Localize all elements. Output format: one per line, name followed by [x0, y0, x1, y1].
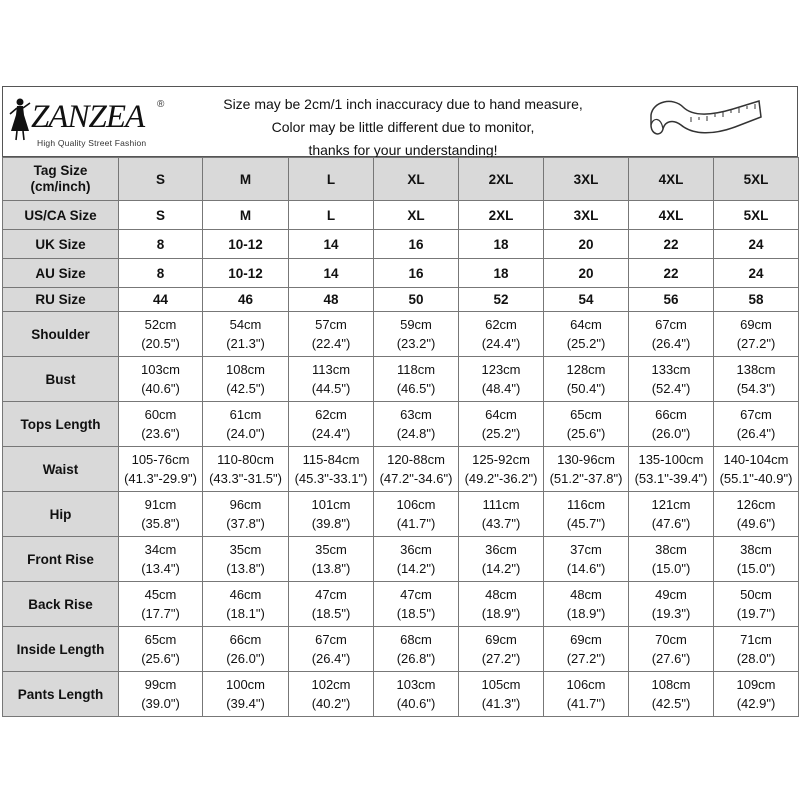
measurement-cm: 65cm — [570, 407, 602, 422]
measurement-cm: 57cm — [315, 317, 347, 332]
measurement-cell — [629, 402, 714, 447]
measurement-inch: (39.0") — [141, 696, 180, 711]
measurement-inch: (26.0") — [651, 426, 691, 441]
measurement-cm: 64cm — [570, 317, 602, 332]
measurement-inch: (37.8") — [226, 516, 265, 531]
measurement-cell — [374, 582, 459, 627]
measurement-cm: 106cm — [396, 497, 436, 512]
measurement-inch: (28.0") — [736, 651, 776, 666]
measurement-inch: (45.3"-33.1") — [294, 471, 368, 486]
table-row — [3, 627, 799, 672]
measurement-cell — [289, 582, 374, 627]
measurement-cm: 36cm — [485, 542, 517, 557]
measurement-cell — [629, 537, 714, 582]
measurement-inch: (13.4") — [141, 561, 180, 576]
size-cell: L — [289, 201, 374, 230]
row-label: AU Size — [3, 259, 119, 288]
measurement-cell — [289, 627, 374, 672]
row-label: Inside Length — [3, 627, 119, 672]
measurement-cm: 61cm — [229, 407, 262, 422]
measurement-inch: (39.8") — [311, 516, 351, 531]
measurement-cm: 69cm — [740, 317, 772, 332]
measurement-cell — [374, 492, 459, 537]
measurement-cm: 35cm — [315, 542, 347, 557]
table-row — [3, 402, 799, 447]
size-cell: 3XL — [544, 201, 629, 230]
measurement-cell — [544, 357, 629, 402]
measurement-cm: 67cm — [315, 632, 347, 647]
brand-name: ZANZEA — [31, 99, 145, 135]
size-cell: XL — [374, 201, 459, 230]
measurement-cell — [119, 582, 203, 627]
tag-size-cell: L — [289, 158, 374, 201]
measurement-inch: (40.2") — [311, 696, 351, 711]
measurement-inch: (24.0") — [226, 426, 265, 441]
measurement-cell — [544, 672, 629, 717]
measurement-inch: (35.8") — [141, 516, 180, 531]
woman-figure-icon — [7, 97, 33, 141]
size-cell: 8 — [119, 259, 203, 288]
measurement-inch: (47.2"-34.6") — [379, 471, 453, 486]
size-chart-header — [2, 86, 798, 157]
measurement-cm: 50cm — [740, 587, 772, 602]
measurement-cell — [544, 537, 629, 582]
measurement-inch: (27.2") — [566, 651, 606, 666]
measurement-cell — [629, 627, 714, 672]
measurement-cm: 48cm — [485, 587, 517, 602]
size-cell: 14 — [289, 230, 374, 259]
size-cell: 52 — [459, 288, 544, 312]
measurement-cm: 47cm — [315, 587, 347, 602]
measurement-cell — [203, 672, 289, 717]
measurement-cm: 34cm — [144, 542, 177, 557]
measurement-cell — [203, 312, 289, 357]
measurement-cm: 60cm — [144, 407, 177, 422]
measurement-cm: 102cm — [311, 677, 351, 692]
measurement-inch: (25.2") — [481, 426, 521, 441]
measurement-cell — [119, 312, 203, 357]
tag-size-label: Tag Size — [33, 163, 88, 178]
measurement-cell — [119, 402, 203, 447]
measurement-inch: (47.6") — [651, 516, 691, 531]
measurement-inch: (25.2") — [566, 336, 606, 351]
measuring-tape-icon — [643, 95, 763, 150]
size-cell: 5XL — [714, 201, 799, 230]
measurement-inch: (23.6") — [141, 426, 180, 441]
measurement-cell — [289, 672, 374, 717]
measurement-inch: (41.7") — [396, 516, 436, 531]
measurement-cm: 65cm — [144, 632, 177, 647]
measurement-inch: (27.2") — [736, 336, 776, 351]
row-label: Pants Length — [3, 672, 119, 717]
measurement-inch: (40.6") — [141, 381, 180, 396]
measurement-cm: 47cm — [400, 587, 432, 602]
measurement-inch: (40.6") — [396, 696, 436, 711]
measurement-cm: 62cm — [315, 407, 347, 422]
measurement-cell — [714, 582, 799, 627]
measurement-cell — [203, 537, 289, 582]
measurement-cell — [203, 357, 289, 402]
measurement-cm: 66cm — [655, 407, 687, 422]
measurement-cm: 100cm — [225, 677, 266, 692]
size-cell: 18 — [459, 259, 544, 288]
measurement-inch: (26.4") — [736, 426, 776, 441]
measurement-cm: 115-84cm — [302, 452, 360, 467]
measurement-cell — [544, 402, 629, 447]
measurement-inch: (27.2") — [481, 651, 521, 666]
measurement-inch: (44.5") — [311, 381, 351, 396]
measurement-inch: (53.1"-39.4") — [634, 471, 708, 486]
measurement-inch: (43.3"-31.5") — [209, 471, 282, 486]
measurement-inch: (18.5") — [396, 606, 436, 621]
measurement-cell — [544, 312, 629, 357]
measurement-notice — [173, 93, 633, 162]
measurement-cm: 49cm — [655, 587, 687, 602]
notice-line-1: Size may be 2cm/1 inch inaccuracy due to hand measure, — [223, 96, 583, 112]
measurement-inch: (19.3") — [651, 606, 691, 621]
row-label: RU Size — [3, 288, 119, 312]
table-row — [3, 288, 799, 312]
size-cell: 14 — [289, 259, 374, 288]
row-label: US/CA Size — [3, 201, 119, 230]
measurement-cm: 123cm — [481, 362, 521, 377]
registered-mark: ® — [157, 99, 165, 110]
row-label: Shoulder — [3, 312, 119, 357]
measurement-cm: 70cm — [655, 632, 687, 647]
measurement-cell — [374, 537, 459, 582]
measurement-cell — [459, 402, 544, 447]
size-cell: 22 — [629, 230, 714, 259]
measurement-inch: (52.4") — [651, 381, 691, 396]
measurement-inch: (43.7") — [481, 516, 521, 531]
measurement-cell — [459, 312, 544, 357]
table-row — [3, 259, 799, 288]
measurement-cell — [629, 447, 714, 492]
measurement-inch: (50.4") — [566, 381, 606, 396]
measurement-cell — [714, 447, 799, 492]
measurement-cell — [374, 627, 459, 672]
measurement-inch: (18.9") — [566, 606, 606, 621]
measurement-inch: (24.4") — [311, 426, 351, 441]
notice-line-3: thanks for your understanding! — [308, 142, 498, 158]
measurement-cell — [629, 357, 714, 402]
size-cell: 2XL — [459, 201, 544, 230]
table-row — [3, 537, 799, 582]
measurement-cm: 101cm — [311, 497, 351, 512]
size-cell: S — [119, 201, 203, 230]
measurement-inch: (41.3") — [481, 696, 521, 711]
measurement-inch: (18.9") — [481, 606, 521, 621]
table-row — [3, 582, 799, 627]
measurement-inch: (21.3") — [226, 336, 265, 351]
size-cell: 44 — [119, 288, 203, 312]
measurement-inch: (41.3"-29.9") — [124, 471, 197, 486]
measurement-cell — [459, 672, 544, 717]
measurement-inch: (18.1") — [226, 606, 265, 621]
measurement-inch: (26.4") — [651, 336, 691, 351]
row-label: Bust — [3, 357, 119, 402]
measurement-inch: (26.8") — [396, 651, 436, 666]
measurement-cell — [459, 492, 544, 537]
measurement-cm: 108cm — [651, 677, 691, 692]
measurement-cm: 96cm — [229, 497, 262, 512]
measurement-cell — [203, 447, 289, 492]
measurement-cm: 35cm — [229, 542, 262, 557]
table-row-tag-size — [3, 158, 799, 201]
table-row — [3, 447, 799, 492]
measurement-cm: 130-96cm — [557, 452, 615, 467]
measurement-cm: 109cm — [736, 677, 776, 692]
measurement-cm: 69cm — [570, 632, 602, 647]
measurement-cm: 126cm — [736, 497, 776, 512]
size-cell: M — [203, 201, 289, 230]
row-label: UK Size — [3, 230, 119, 259]
size-cell: 18 — [459, 230, 544, 259]
measurement-cell — [714, 402, 799, 447]
size-cell: 4XL — [629, 201, 714, 230]
measurement-inch: (49.2"-36.2") — [464, 471, 538, 486]
row-label: Hip — [3, 492, 119, 537]
measurement-inch: (14.6") — [566, 561, 606, 576]
size-cell: 22 — [629, 259, 714, 288]
measurement-cm: 36cm — [400, 542, 432, 557]
size-cell: 50 — [374, 288, 459, 312]
measurement-inch: (14.2") — [396, 561, 436, 576]
measurement-cm: 133cm — [651, 362, 691, 377]
measurement-cell — [119, 537, 203, 582]
measurement-cell — [714, 537, 799, 582]
measurement-cm: 106cm — [566, 677, 606, 692]
size-cell: 20 — [544, 230, 629, 259]
measurement-cell — [459, 582, 544, 627]
measurement-inch: (22.4") — [311, 336, 351, 351]
measurement-cm: 48cm — [570, 587, 602, 602]
table-row — [3, 492, 799, 537]
size-cell: 58 — [714, 288, 799, 312]
measurement-inch: (15.0") — [651, 561, 691, 576]
measurement-inch: (42.5") — [226, 381, 265, 396]
measurement-cell — [289, 357, 374, 402]
measurement-cell — [714, 672, 799, 717]
measurement-cell — [629, 582, 714, 627]
measurement-cell — [459, 627, 544, 672]
measurement-cm: 67cm — [655, 317, 687, 332]
tag-size-cell: XL — [374, 158, 459, 201]
measurement-cell — [714, 492, 799, 537]
size-cell: 48 — [289, 288, 374, 312]
measurement-inch: (46.5") — [396, 381, 436, 396]
measurement-inch: (23.2") — [396, 336, 436, 351]
size-cell: 24 — [714, 230, 799, 259]
measurement-cm: 71cm — [740, 632, 772, 647]
measurement-cm: 64cm — [485, 407, 517, 422]
measurement-cell — [203, 492, 289, 537]
measurement-cell — [203, 627, 289, 672]
measurement-cm: 103cm — [396, 677, 436, 692]
measurement-inch: (19.7") — [736, 606, 776, 621]
measurement-cell — [714, 312, 799, 357]
measurement-cm: 138cm — [736, 362, 776, 377]
measurement-cell — [374, 312, 459, 357]
measurement-cm: 105cm — [481, 677, 521, 692]
size-chart-table — [2, 157, 799, 717]
measurement-cell — [289, 537, 374, 582]
measurement-inch: (17.7") — [141, 606, 180, 621]
measurement-inch: (25.6") — [141, 651, 180, 666]
measurement-inch: (15.0") — [736, 561, 776, 576]
measurement-cm: 52cm — [144, 317, 177, 332]
measurement-inch: (25.6") — [566, 426, 606, 441]
table-row — [3, 201, 799, 230]
size-cell: 20 — [544, 259, 629, 288]
measurement-inch: (27.6") — [651, 651, 691, 666]
measurement-inch: (42.9") — [736, 696, 776, 711]
measurement-cell — [203, 582, 289, 627]
size-cell: 8 — [119, 230, 203, 259]
measurement-cm: 121cm — [651, 497, 691, 512]
row-label: Back Rise — [3, 582, 119, 627]
measurement-inch: (41.7") — [566, 696, 606, 711]
tag-size-cell: S — [119, 158, 203, 201]
measurement-inch: (13.8") — [311, 561, 351, 576]
size-cell: 10-12 — [203, 259, 289, 288]
tag-size-cell: 3XL — [544, 158, 629, 201]
size-cell: 56 — [629, 288, 714, 312]
brand-logo — [7, 93, 177, 153]
measurement-cell — [119, 447, 203, 492]
tag-size-unit-label: (cm/inch) — [30, 179, 91, 194]
measurement-cm: 128cm — [566, 362, 606, 377]
measurement-cm: 62cm — [485, 317, 517, 332]
measurement-cm: 46cm — [229, 587, 262, 602]
measurement-cell — [459, 447, 544, 492]
measurement-cell — [629, 312, 714, 357]
measurement-inch: (14.2") — [481, 561, 521, 576]
notice-line-2: Color may be little different due to monitor, — [271, 119, 535, 135]
brand-tagline: High Quality Street Fashion — [37, 138, 147, 148]
measurement-inch: (45.7") — [566, 516, 606, 531]
measurement-inch: (55.1"-40.9") — [719, 471, 793, 486]
measurement-inch: (24.4") — [481, 336, 521, 351]
measurement-inch: (20.5") — [141, 336, 180, 351]
measurement-cm: 68cm — [400, 632, 432, 647]
measurement-cm: 38cm — [740, 542, 772, 557]
row-label: Front Rise — [3, 537, 119, 582]
tag-size-cell: 4XL — [629, 158, 714, 201]
size-cell: 16 — [374, 230, 459, 259]
table-row — [3, 312, 799, 357]
measurement-cell — [714, 627, 799, 672]
measurement-cm: 111cm — [482, 497, 520, 512]
table-row — [3, 672, 799, 717]
measurement-cm: 116cm — [566, 497, 606, 512]
tag-size-cell: 2XL — [459, 158, 544, 201]
measurement-cm: 113cm — [311, 362, 351, 377]
tag-size-cell: 5XL — [714, 158, 799, 201]
measurement-cell — [203, 402, 289, 447]
row-label: Tops Length — [3, 402, 119, 447]
table-row — [3, 357, 799, 402]
row-label: Waist — [3, 447, 119, 492]
measurement-cm: 118cm — [396, 362, 436, 377]
measurement-cell — [629, 672, 714, 717]
measurement-cell — [374, 672, 459, 717]
measurement-inch: (49.6") — [736, 516, 776, 531]
measurement-cm: 105-76cm — [131, 452, 190, 467]
measurement-cm: 120-88cm — [387, 452, 445, 467]
measurement-inch: (54.3") — [736, 381, 776, 396]
table-row — [3, 230, 799, 259]
measurement-cm: 54cm — [229, 317, 262, 332]
measurement-cell — [289, 492, 374, 537]
measurement-cell — [119, 627, 203, 672]
size-cell: 46 — [203, 288, 289, 312]
size-cell: 24 — [714, 259, 799, 288]
measurement-cell — [544, 447, 629, 492]
measurement-cm: 45cm — [144, 587, 177, 602]
measurement-cm: 59cm — [400, 317, 432, 332]
measurement-cm: 125-92cm — [472, 452, 530, 467]
measurement-cell — [374, 447, 459, 492]
measurement-cm: 135-100cm — [638, 452, 704, 467]
measurement-inch: (39.4") — [226, 696, 265, 711]
measurement-cm: 99cm — [144, 677, 177, 692]
tag-size-cell: M — [203, 158, 289, 201]
measurement-cell — [544, 582, 629, 627]
measurement-cell — [544, 492, 629, 537]
measurement-cell — [459, 537, 544, 582]
measurement-cm: 108cm — [225, 362, 266, 377]
measurement-cm: 103cm — [140, 362, 181, 377]
measurement-inch: (42.5") — [651, 696, 691, 711]
measurement-cell — [119, 672, 203, 717]
measurement-inch: (26.4") — [311, 651, 351, 666]
measurement-cm: 66cm — [229, 632, 262, 647]
measurement-inch: (51.2"-37.8") — [549, 471, 623, 486]
measurement-cell — [374, 402, 459, 447]
measurement-cell — [289, 402, 374, 447]
measurement-inch: (24.8") — [396, 426, 436, 441]
measurement-cell — [119, 357, 203, 402]
measurement-cell — [544, 627, 629, 672]
measurement-cm: 69cm — [485, 632, 517, 647]
size-cell: 54 — [544, 288, 629, 312]
measurement-cell — [714, 357, 799, 402]
measurement-cm: 38cm — [655, 542, 687, 557]
measurement-cm: 67cm — [740, 407, 772, 422]
measurement-cm: 91cm — [144, 497, 177, 512]
measurement-cell — [289, 447, 374, 492]
measurement-inch: (13.8") — [226, 561, 265, 576]
measurement-cm: 110-80cm — [217, 452, 274, 467]
measurement-cm: 37cm — [570, 542, 602, 557]
size-cell: 10-12 — [203, 230, 289, 259]
measurement-cm: 63cm — [400, 407, 432, 422]
measurement-cm: 140-104cm — [723, 452, 789, 467]
size-cell: 16 — [374, 259, 459, 288]
measurement-inch: (48.4") — [481, 381, 521, 396]
measurement-inch: (26.0") — [226, 651, 265, 666]
row-label-tag-size — [3, 158, 119, 201]
measurement-cell — [374, 357, 459, 402]
measurement-inch: (18.5") — [311, 606, 351, 621]
measurement-cell — [459, 357, 544, 402]
measurement-cell — [119, 492, 203, 537]
measurement-cell — [629, 492, 714, 537]
measurement-cell — [289, 312, 374, 357]
